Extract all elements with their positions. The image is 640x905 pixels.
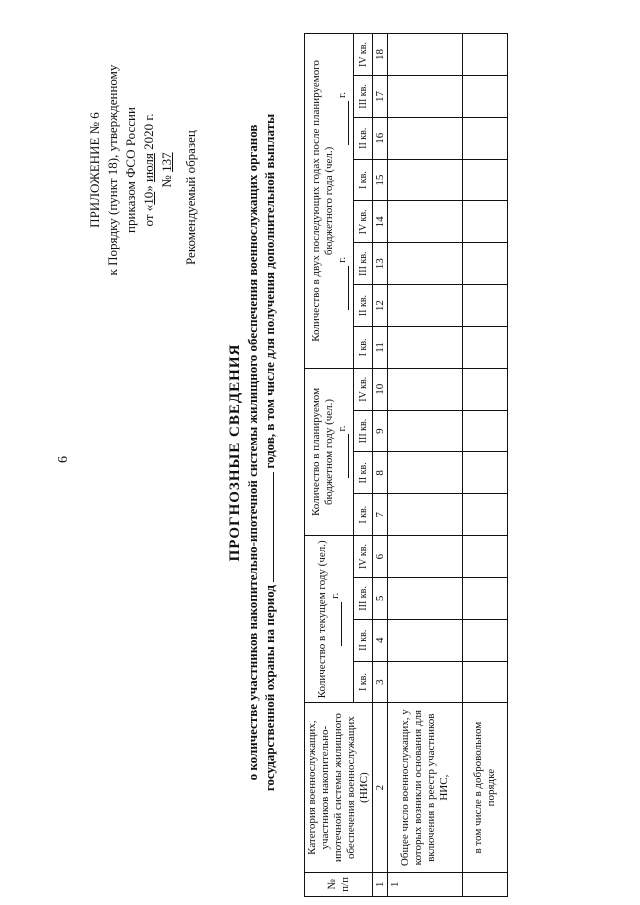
- data-cell[interactable]: [388, 619, 463, 661]
- data-cell[interactable]: [388, 117, 463, 159]
- forecast-table: [304, 33, 508, 897]
- quarter-header: IV кв.: [354, 536, 373, 578]
- row-1-num: 1: [388, 872, 463, 896]
- data-cell[interactable]: [388, 201, 463, 243]
- data-cell[interactable]: [388, 536, 463, 578]
- table-row: [463, 34, 508, 897]
- page-number: 6: [56, 456, 71, 463]
- current-year-suffix: г.: [329, 592, 342, 599]
- quarter-header: III кв.: [354, 577, 373, 619]
- subtitle-line-1: о количестве участников накопительно-ипотечной системы жилищного обеспечения военнослужащих органов: [245, 124, 260, 781]
- appendix-line-5: [158, 20, 176, 320]
- appendix-date-suffix: 2020 г.: [141, 113, 156, 154]
- subtitle-line-2-after: годов, в том числе для получения дополнительной выплаты: [262, 113, 277, 472]
- column-number: 3: [373, 661, 388, 703]
- table-row: [388, 34, 463, 897]
- column-number: 8: [373, 452, 388, 494]
- quarter-header: III кв.: [354, 76, 373, 118]
- appendix-line-1: ПРИЛОЖЕНИЕ № 6: [87, 112, 102, 228]
- data-cell[interactable]: [388, 661, 463, 703]
- appendix-date-month: июля: [141, 153, 156, 182]
- data-cell[interactable]: [388, 76, 463, 118]
- data-cell[interactable]: [463, 243, 508, 285]
- quarter-header: I кв.: [354, 494, 373, 536]
- quarter-header: I кв.: [354, 159, 373, 201]
- quarter-header: I кв.: [354, 326, 373, 368]
- group-current-label: Количество в текущем году (чел.): [316, 540, 329, 699]
- data-cell[interactable]: [463, 577, 508, 619]
- quarter-header: II кв.: [354, 452, 373, 494]
- quarter-header: II кв.: [354, 117, 373, 159]
- column-number: 2: [373, 703, 388, 872]
- quarter-header: IV кв.: [354, 34, 373, 76]
- group-current-year: [305, 536, 354, 703]
- planned-year-suffix: г.: [335, 425, 348, 432]
- appendix-block: [86, 20, 176, 320]
- data-cell[interactable]: [388, 34, 463, 76]
- group-next-two-label: Количество в двух последующих годах после планируемого бюджетного года (чел.): [309, 60, 335, 342]
- data-cell[interactable]: [463, 201, 508, 243]
- subtitle-line-2: [261, 30, 278, 875]
- data-cell[interactable]: [388, 494, 463, 536]
- data-cell[interactable]: [463, 76, 508, 118]
- col-category-header: Категория военнослужащих, участников накопительно-ипотечной системы жилищного обеспечения военнослужащих (НИС): [305, 703, 373, 872]
- data-cell[interactable]: [388, 159, 463, 201]
- col-num-header: № п/п: [305, 872, 373, 896]
- data-cell[interactable]: [463, 159, 508, 201]
- quarter-header: III кв.: [354, 410, 373, 452]
- data-cell[interactable]: [463, 619, 508, 661]
- column-number: 12: [373, 285, 388, 327]
- data-cell[interactable]: [388, 326, 463, 368]
- group-next-two-years: [305, 34, 354, 369]
- data-cell[interactable]: [463, 494, 508, 536]
- column-number: 5: [373, 577, 388, 619]
- appendix-line-3: приказом ФСО России: [123, 107, 138, 233]
- sample-label: Рекомендуемый образец: [183, 130, 198, 265]
- title-block: [227, 30, 278, 875]
- subtitle-line-2-before: государственной охраны на период: [262, 581, 277, 792]
- row-2-category: в том числе в добровольном порядке: [463, 703, 508, 872]
- appendix-date-day: 10: [141, 191, 156, 205]
- document-title: ПРОГНОЗНЫЕ СВЕДЕНИЯ: [227, 343, 243, 562]
- quarter-header: IV кв.: [354, 368, 373, 410]
- data-cell[interactable]: [388, 285, 463, 327]
- planned-year-blank[interactable]: [338, 434, 349, 478]
- data-cell[interactable]: [463, 536, 508, 578]
- column-number: 13: [373, 243, 388, 285]
- document-subtitle: [244, 30, 278, 875]
- column-number: 9: [373, 410, 388, 452]
- data-cell[interactable]: [463, 117, 508, 159]
- header-row-groups: [305, 34, 354, 897]
- next-year-2-blank[interactable]: [338, 101, 349, 145]
- column-number: 4: [373, 619, 388, 661]
- appendix-date-prefix: от «: [141, 204, 156, 227]
- quarter-header: I кв.: [354, 661, 373, 703]
- data-cell[interactable]: [463, 410, 508, 452]
- column-number: 15: [373, 159, 388, 201]
- data-cell[interactable]: [388, 577, 463, 619]
- data-cell[interactable]: [463, 452, 508, 494]
- appendix-date-mid: »: [141, 181, 156, 192]
- quarter-header: II кв.: [354, 285, 373, 327]
- current-year-blank[interactable]: [331, 602, 342, 646]
- appendix-order-number: 137: [159, 152, 174, 172]
- column-number: 7: [373, 494, 388, 536]
- quarter-header: III кв.: [354, 243, 373, 285]
- data-cell[interactable]: [463, 285, 508, 327]
- data-cell[interactable]: [388, 368, 463, 410]
- column-number: 17: [373, 76, 388, 118]
- next-year-1-suffix: г.: [335, 256, 348, 263]
- period-blank-field[interactable]: [273, 472, 274, 582]
- column-number-row: [373, 34, 388, 897]
- next-year-2-suffix: г.: [335, 91, 348, 98]
- column-number: 14: [373, 201, 388, 243]
- data-cell[interactable]: [463, 661, 508, 703]
- data-cell[interactable]: [463, 368, 508, 410]
- quarter-header: IV кв.: [354, 201, 373, 243]
- quarter-header: II кв.: [354, 619, 373, 661]
- group-planned-year: [305, 368, 354, 535]
- column-number: 11: [373, 326, 388, 368]
- row-1-category: Общее число военнослужащих, у которых возникли основания для включения в реестр участников НИС,: [388, 703, 463, 872]
- row-2-num: [463, 872, 508, 896]
- appendix-line-2: к Порядку (пункт 18), утвержденному: [105, 64, 120, 276]
- appendix-line-4: [140, 20, 158, 320]
- appendix-order-prefix: №: [159, 171, 174, 188]
- column-number: 1: [373, 872, 388, 896]
- data-cell[interactable]: [463, 326, 508, 368]
- column-number: 6: [373, 536, 388, 578]
- column-number: 10: [373, 368, 388, 410]
- group-planned-label: Количество в планируемом бюджетном году (чел.): [309, 387, 335, 516]
- column-number: 18: [373, 34, 388, 76]
- next-year-1-blank[interactable]: [338, 266, 349, 310]
- data-cell[interactable]: [388, 243, 463, 285]
- column-number: 16: [373, 117, 388, 159]
- data-cell[interactable]: [463, 34, 508, 76]
- data-cell[interactable]: [388, 410, 463, 452]
- data-cell[interactable]: [388, 452, 463, 494]
